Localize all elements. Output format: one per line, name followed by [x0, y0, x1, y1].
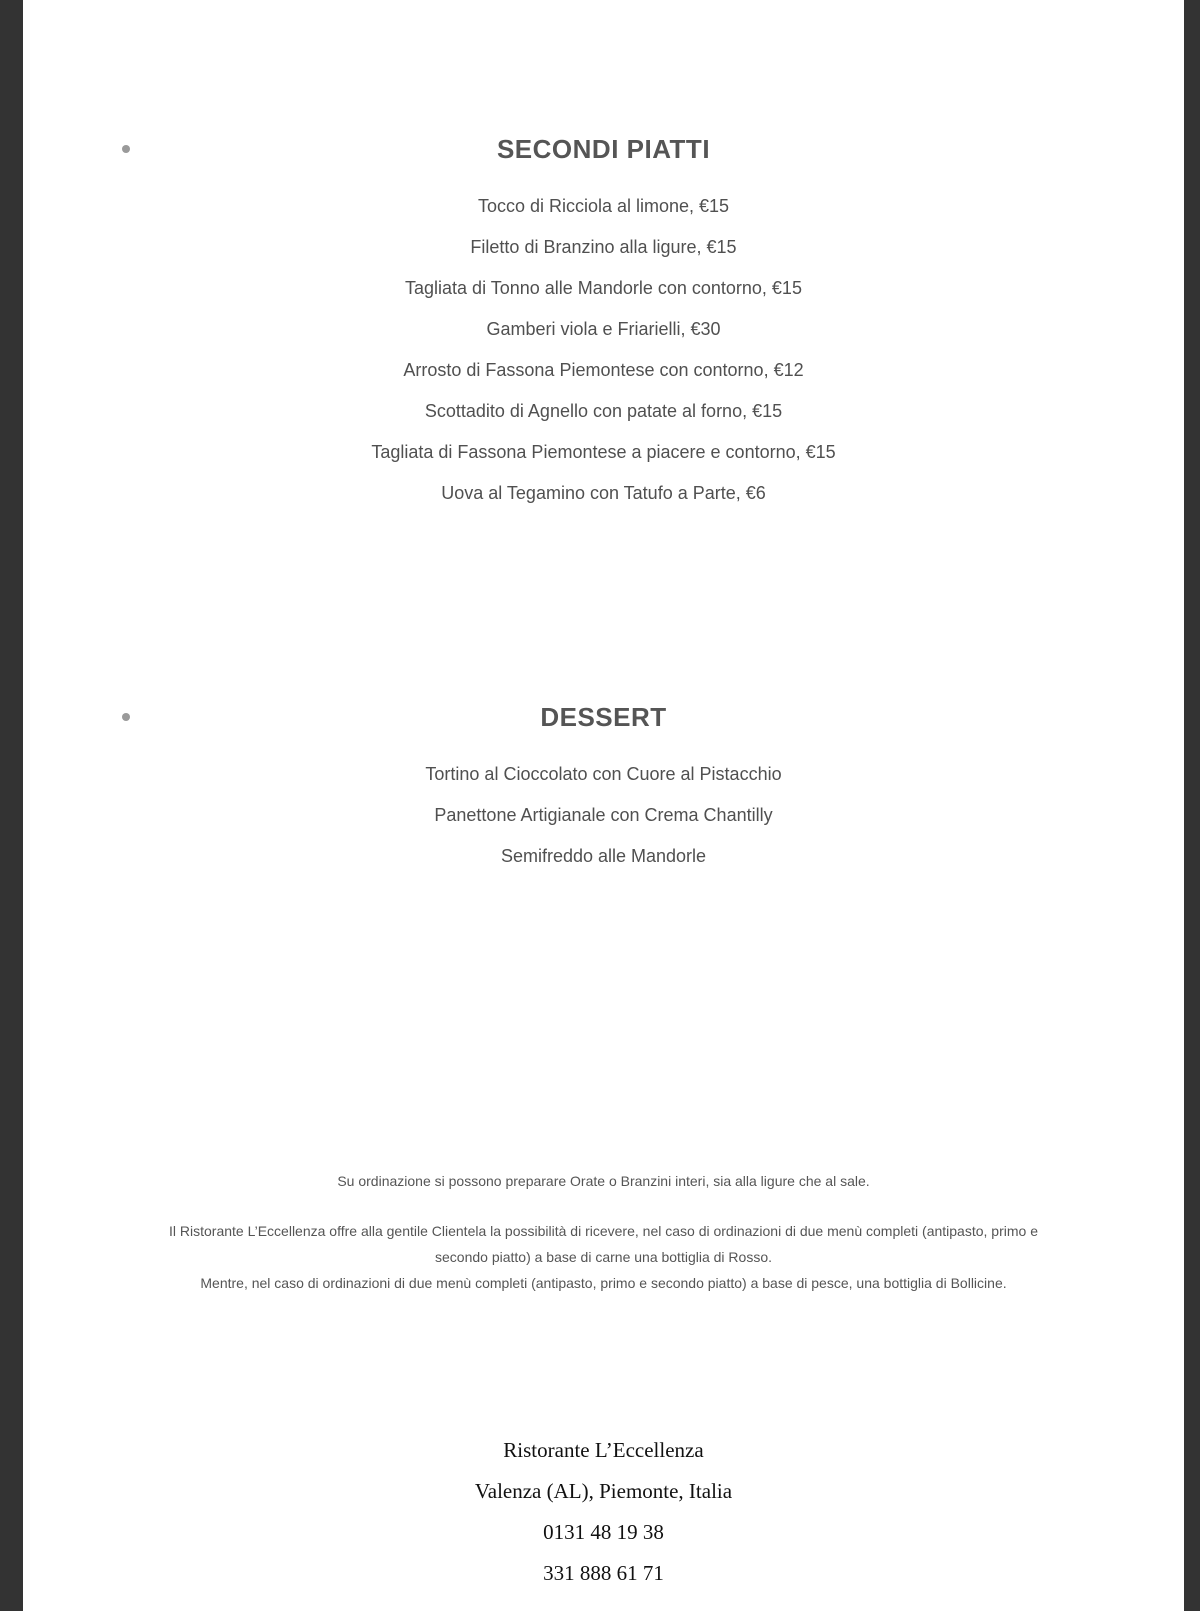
phone-number: 0131 48 19 38	[543, 1520, 664, 1544]
dessert-item: Semifreddo alle Mandorle	[500, 846, 707, 866]
menu-notes	[23, 1168, 1184, 1296]
dessert-list	[23, 754, 1184, 877]
dish-item: Tocco di Ricciola al limone, €15	[477, 196, 730, 216]
note-offer-line: secondo piatto) a base di carne una bottiglia di Rosso.	[435, 1249, 772, 1265]
restaurant-footer	[23, 1430, 1184, 1594]
section-title: DESSERT	[540, 702, 667, 732]
phone-number: 331 888 61 71	[543, 1561, 664, 1585]
restaurant-location: Valenza (AL), Piemonte, Italia	[474, 1479, 733, 1503]
note-offer-line: Il Ristorante L’Eccellenza offre alla gentile Clientela la possibilità di ricevere, nel caso di ordinazioni di due menù completi (antipasto, primo e	[169, 1223, 1038, 1239]
dessert-item: Tortino al Cioccolato con Cuore al Pistacchio	[425, 764, 782, 784]
bullet-icon	[122, 145, 130, 153]
dish-item: Filetto di Branzino alla ligure, €15	[470, 237, 737, 257]
note-offer-line: Mentre, nel caso di ordinazioni di due menù completi (antipasto, primo e secondo piatto) a base di pesce, una bottiglia di Bollicine.	[200, 1275, 1007, 1291]
section-dessert	[23, 702, 1184, 877]
dish-item: Arrosto di Fassona Piemontese con contorno, €12	[403, 360, 804, 380]
restaurant-name: Ristorante L’Eccellenza	[503, 1438, 704, 1462]
note-whole-fish: Su ordinazione si possono preparare Orate o Branzini interi, sia alla ligure che al sale.	[337, 1173, 870, 1189]
dish-item: Tagliata di Tonno alle Mandorle con contorno, €15	[405, 278, 802, 298]
menu-page	[23, 0, 1184, 1611]
dessert-item: Panettone Artigianale con Crema Chantilly	[434, 805, 773, 825]
bullet-icon	[122, 713, 130, 721]
dish-item: Uova al Tegamino con Tatufo a Parte, €6	[441, 483, 766, 503]
section-title: SECONDI PIATTI	[496, 134, 711, 164]
dish-item: Tagliata di Fassona Piemontese a piacere e contorno, €15	[371, 442, 836, 462]
dish-item: Scottadito di Agnello con patate al forno, €15	[424, 401, 783, 421]
dish-list	[23, 186, 1184, 514]
section-secondi-piatti	[23, 134, 1184, 514]
dish-item: Gamberi viola e Friarielli, €30	[486, 319, 721, 339]
